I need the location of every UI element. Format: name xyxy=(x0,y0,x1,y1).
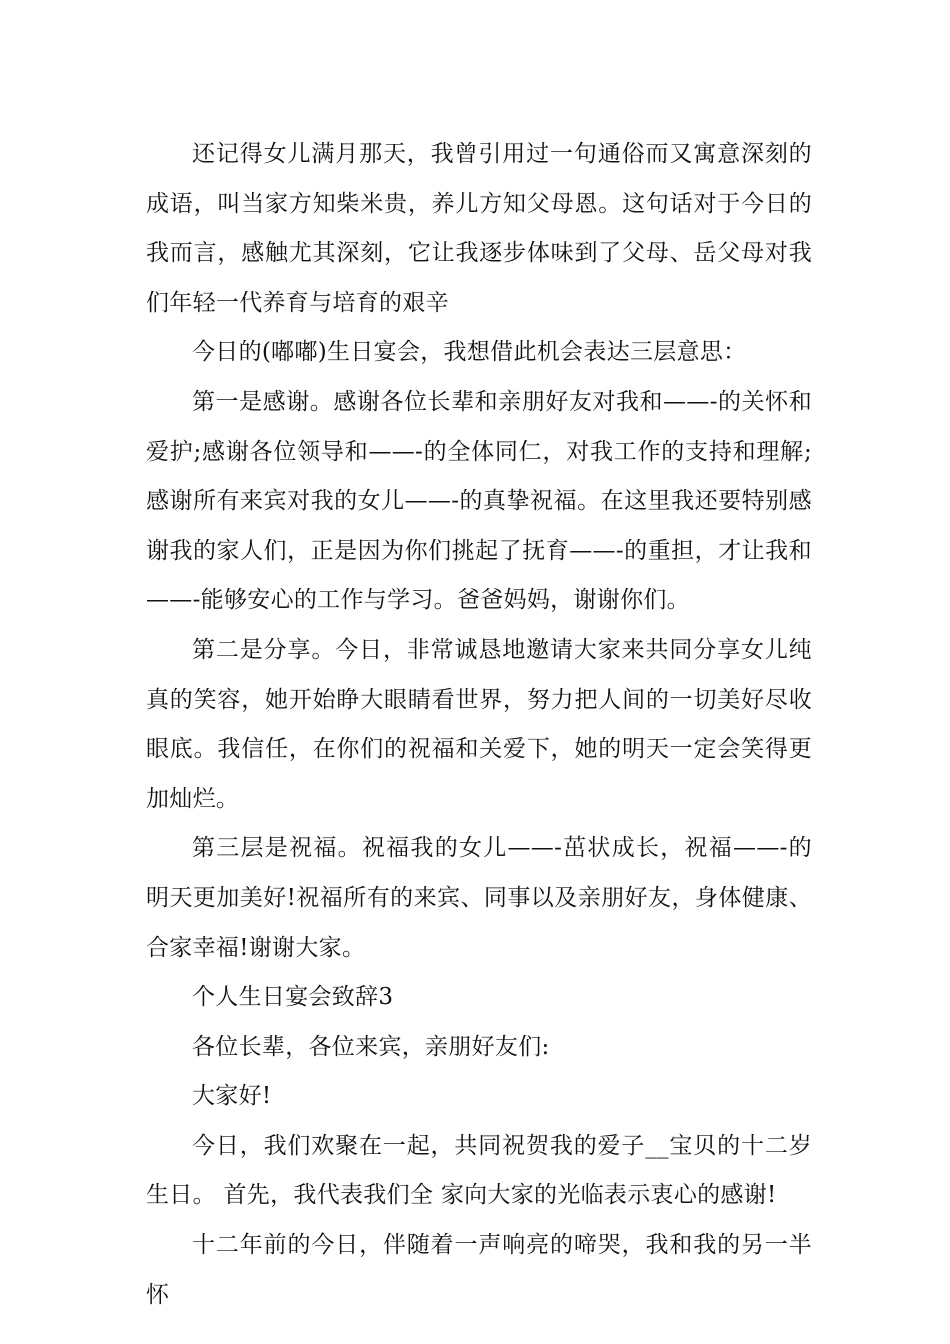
paragraph-thanks: 第一是感谢。感谢各位长辈和亲朋好友对我和——-的关怀和爱护;感谢各位领导和——-的全体同仁，对我工作的支持和理解;感谢所有来宾对我的女儿——-的真挚祝福。在这里我还要特别感谢我的家人们，正是因为你们挑起了抚育——-的重担，才让我和——-能够安心的工作与学习。爸爸妈妈，谢谢你们。 xyxy=(146,388,812,614)
paragraph-intro: 今日的(嘟嘟)生日宴会，我想借此机会表达三层意思： xyxy=(192,339,747,366)
paragraph-celebration: 今日，我们欢聚在一起，共同祝贺我的爱子__宝贝的十二岁生日。 首先，我代表我们全 家向大家的光临表示衷心的感谢! xyxy=(146,1132,812,1209)
paragraph-blessing: 第三层是祝福。祝福我的女儿——-茁状成长，祝福——-的明天更加美好!祝福所有的来宾、同事以及亲朋好友，身体健康、合家幸福!谢谢大家。 xyxy=(146,835,812,961)
paragraph-share: 第二是分享。今日，非常诚恳地邀请大家来共同分享女儿纯真的笑容，她开始睁大眼睛看世界，努力把人间的一切美好尽收眼底。我信任，在你们的祝福和关爱下，她的明天一定会笑得更加灿烂。 xyxy=(146,636,812,812)
paragraph-salutation: 各位长辈，各位来宾，亲朋好友们: xyxy=(192,1033,550,1060)
section-heading: 个人生日宴会致辞3 xyxy=(192,984,394,1011)
paragraph-memory: 还记得女儿满月那天，我曾引用过一句通俗而又寓意深刻的成语，叫当家方知柴米贵，养儿方知父母恩。这句话对于今日的我而言，感触尤其深刻，它让我逐步体味到了父母、岳父母对我们年轻一代养育与培育的艰辛 xyxy=(146,141,812,316)
document-body xyxy=(146,130,812,1320)
paragraph-memory-birth: 十二年前的今日，伴随着一声响亮的啼哭，我和我的另一半怀 xyxy=(146,1232,812,1308)
paragraph-greeting: 大家好! xyxy=(192,1083,272,1110)
